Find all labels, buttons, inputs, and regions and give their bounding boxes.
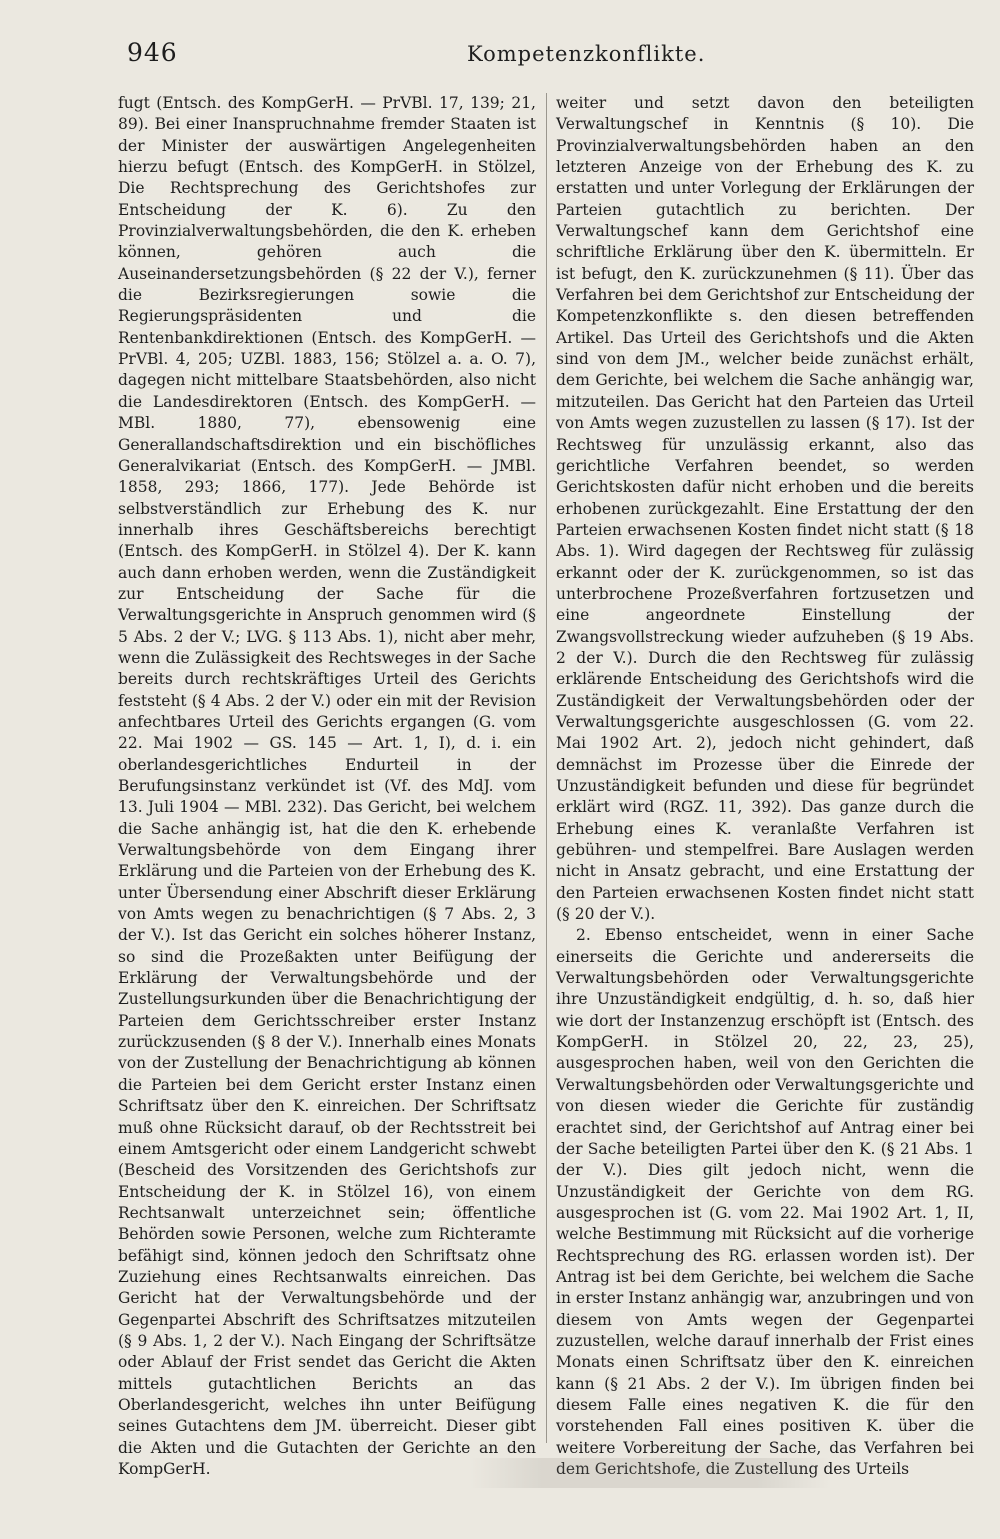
left-paragraph: fugt (Entsch. des KompGerH. — PrVBl. 17, 139; 21, 89). Bei einer Inanspruchnahme fremder Staaten ist der Minister der auswärtigen Angelegenheiten hierzu befugt (Entsch. des KompGerH. in Stölzel, Die Rechtsprechung des Gerichtshofes zur Entscheidung der K. 6). Zu den Provinzialverwaltungsbehörden, die den K. erheben können, gehören auch die Auseinandersetzungsbehörden (§ 22 der V.), ferner die Bezirksregierungen sowie die Regierungspräsidenten und die Rentenbankdirektionen (Entsch. des KompGerH. — PrVBl. 4, 205; UZBl. 1883, 156; Stölzel a. a. O. 7), dagegen nicht mittelbare Staatsbehörden, also nicht die Landesdirektoren (Entsch. des KompGerH. — MBl. 1880, 77), ebensowenig eine Generallandschaftsdirektion und ein bischöfliches Generalvikariat (Entsch. des KompGerH. — JMBl. 1858, 293; 1866, 177). Jede Behörde ist selbstverständlich zur Erhebung des K. nur innerhalb ihres Geschäftsbereichs berechtigt (Entsch. des KompGerH. in Stölzel 4). Der K. kann auch dann erhoben werden, wenn die Zuständigkeit zur Entscheidung der Sache für die Verwaltungsgerichte in Anspruch genommen wird (§ 5 Abs. 2 der V.; LVG. § 113 Abs. 1), nicht aber mehr, wenn die Zulässigkeit des Rechtsweges in der Sache bereits durch rechtskräftiges Urteil des Gerichts feststeht (§ 4 Abs. 2 der V.) oder ein mit der Revision anfechtbares Urteil des Gerichts ergangen (G. vom 22. Mai 1902 — GS. 145 — Art. 1, I), d. i. ein oberlandesgerichtliches Endurteil in der Berufungsinstanz verkündet ist (Vf. des MdJ. vom 13. Juli 1904 — MBl. 232). Das Gericht, bei welchem die Sache anhängig ist, hat die den K. erhebende Verwaltungsbehörde von dem Eingang ihrer Erklärung und die Parteien von der Erhebung des K. unter Übersendung einer Abschrift dieser Erklärung von Amts wegen zu benachrichtigen (§ 7 Abs. 2, 3 der V.). Ist das Gericht ein solches höherer Instanz, so sind die Prozeßakten unter Beifügung der Erklärung der Verwaltungsbehörde und der Zustellungsurkunden über die Benachrichtigung der Parteien dem Gerichtsschreiber erster Instanz zurückzusenden (§ 8 der V.). Innerhalb eines Monats von der Zustellung der Benachrichtigung ab können die Parteien bei dem Gericht erster Instanz einen Schriftsatz über den K. einreichen. Der Schriftsatz muß ohne Rücksicht darauf, ob der Rechtsstreit bei einem Amtsgericht oder einem Landgericht schwebt (Bescheid des Vorsitzenden des Gerichtshofs zur Entscheidung der K. in Stölzel 16), von einem Rechtsanwalt unterzeichnet sein; öffentliche Behörden sowie Personen, welche zum Richteramte befähigt sind, können jedoch den Schriftsatz ohne Zuziehung eines Rechtsanwalts einreichen. Das Gericht hat der Verwaltungsbehörde und der Gegenpartei Abschrift des Schriftsatzes mitzuteilen (§ 9 Abs. 1, 2 der V.). Nach Eingang der Schriftsätze oder Ablauf der Frist sendet das Gericht die Akten mittels gutachtlichen Berichts an das Oberlandesgericht, welches ihn unter Beifügung seines Gutachtens dem JM. überreicht. Dieser gibt die Akten und die Gutachten der Gerichte an den KompGerH. (118, 94, 536, 1478)
page-header (127, 38, 972, 78)
right-column (556, 93, 974, 1478)
column-divider (546, 93, 547, 1443)
running-head: Kompetenzkonflikte. (467, 42, 706, 66)
right-paragraph: 2. Ebenso entscheidet, wenn in einer Sache einerseits die Gerichte und andererseits die Verwaltungsbehörden oder Verwaltungsgerichte ihre Unzuständigkeit endgültig, d. h. so, daß hier wie dort der Instanzenzug erschöpft ist (Entsch. des KompGerH. in Stölzel 20, 22, 23, 25), ausgesprochen haben, weil von den Gerichten die Verwaltungsbehörden oder Verwaltungsgerichte und von diesen wieder die Gerichte für zuständig erachtet sind, der Gerichtshof auf Antrag einer bei der Sache beteiligten Partei über den K. (§ 21 Abs. 1 der V.). Dies gilt jedoch nicht, wenn die Unzuständigkeit der Gerichte von dem RG. ausgesprochen ist (G. vom 22. Mai 1902 Art. 1, II, welche Bestimmung mit Rücksicht auf die vorherige Rechtsprechung des RG. erlassen worden ist). Der Antrag ist bei dem Gerichte, bei welchem die Sache in erster Instanz anhängig war, anzubringen und von diesem von Amts wegen der Gegenpartei zuzustellen, welche darauf innerhalb der Frist eines Monats einen Schriftsatz über den K. einreichen kann (§ 21 Abs. 2 der V.). Im übrigen finden bei diesem Falle eines negativen K. die für den vorstehenden Fall eines positiven K. über die weitere Vorbereitung der Sache, das Verfahren bei dem Gerichtshofe, die Zustellung des Urteils (556, 926, 974, 1478)
bleed-through-mark (470, 1458, 830, 1488)
page-number: 946 (127, 38, 178, 67)
right-paragraph: weiter und setzt davon den beteiligten Verwaltungschef in Kenntnis (§ 10). Die Provinzialverwaltungsbehörden haben an den letzteren Anzeige von der Erhebung des K. zu erstatten und unter Vorlegung der Erklärungen der Parteien gutachtlich zu berichten. Der Verwaltungschef kann dem Gerichtshof eine schriftliche Erklärung über den K. übermitteln. Er ist befugt, den K. zurückzunehmen (§ 11). Über das Verfahren bei dem Gerichtshof zur Entscheidung der Kompetenzkonflikte s. den diesen betreffenden Artikel. Das Urteil des Gerichtshofs und die Akten sind von dem JM., welcher beide zunächst erhält, dem Gerichte, bei welchem die Sache anhängig war, mitzuteilen. Das Gericht hat den Parteien das Urteil von Amts wegen zuzustellen zu lassen (§ 17). Ist der Rechtsweg für unzulässig erkannt, also das gerichtliche Verfahren beendet, so werden Gerichtskosten dafür nicht erhoben und die bereits erhobenen zurückgezahlt. Eine Erstattung der den Parteien erwachsenen Kosten findet nicht statt (§ 18 Abs. 1). Wird dagegen der Rechtsweg für zulässig erkannt oder der K. zurückgenommen, so ist das unterbrochene Prozeßverfahren fortzusetzen und eine angeordnete Einstellung der Zwangsvollstreckung wieder aufzuheben (§ 19 Abs. 2 der V.). Durch die den Rechtsweg für zulässig erklärende Entscheidung des Gerichtshofs wird die Zuständigkeit der Verwaltungsbehörden oder der Verwaltungsgerichte ausgeschlossen (G. vom 22. Mai 1902 Art. 2), jedoch nicht gehindert, daß demnächst im Prozesse über die Einrede der Unzuständigkeit befunden und diese für begründet erklärt wird (RGZ. 11, 392). Das ganze durch die Erhebung eines K. veranlaßte Verfahren ist gebühren- und stempelfrei. Bare Auslagen werden nicht in Ansatz gebracht, und eine Erstattung der den Parteien erwachsenen Kosten findet nicht statt (§ 20 der V.). (556, 94, 974, 924)
left-column (118, 93, 536, 1478)
